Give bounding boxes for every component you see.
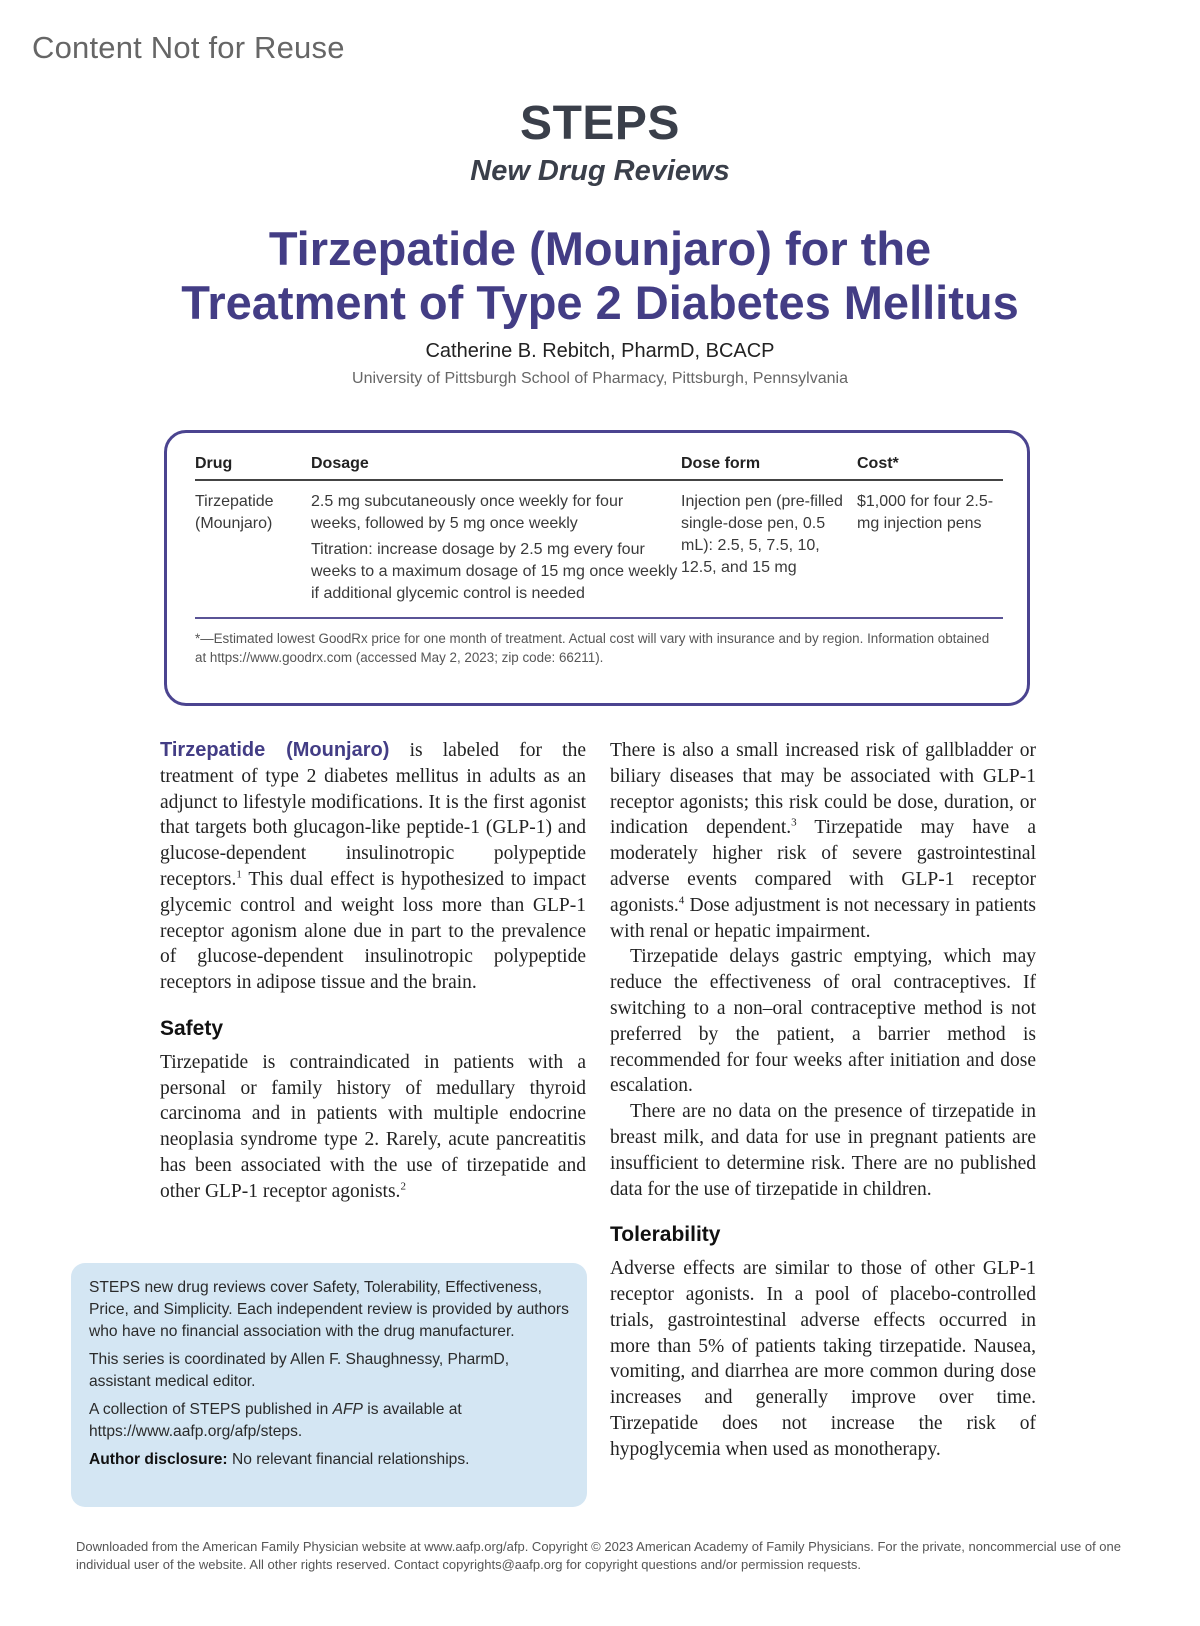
intro-text-b: This dual effect is hypothesized to impact glycemic control and weight loss more than GLP-1 receptor agonism alone due in part to the prevalence of glucose-dependent insulinotropic polypeptide receptors in adipose tissue and the brain.: [160, 868, 586, 994]
author-affiliation: University of Pittsburgh School of Pharmacy, Pittsburgh, Pennsylvania: [352, 370, 848, 387]
article-title-line-1: Tirzepatide (Mounjaro) for the: [268, 222, 932, 275]
pregnancy-paragraph: There are no data on the presence of tirzepatide in breast milk, and data for use in pregnant patients are insufficient to determine risk. There are no published data for the use of tirzepatide in children.: [610, 1101, 1036, 1200]
drug-summary-box: [164, 430, 1030, 706]
watermark: Content Not for Reuse: [32, 30, 345, 65]
right-p1-text-a: There is also a small increased risk of gallbladder or biliary diseases that may be associated with GLP-1 receptor agonists; this risk could be dose, duration, or indication dependent.: [610, 740, 1036, 839]
gallbladder-paragraph: [610, 738, 1036, 944]
drug-table: [195, 455, 1003, 667]
info-p3-text-a: A collection of STEPS published in: [89, 1401, 333, 1418]
ref-4: 4: [678, 894, 685, 907]
ref-1: 1: [236, 868, 242, 881]
contraceptive-paragraph: Tirzepatide delays gastric emptying, which may reduce the effectiveness of oral contraceptives. If switching to a non–oral contraceptive method is not preferred by the patient, a barrier method is recommended for four weeks after initiation and dose escalation.: [610, 946, 1036, 1097]
table-row: [195, 481, 1003, 619]
intro-lead: Tirzepatide (Mounjaro): [160, 739, 390, 761]
cell-cost: $1,000 for four 2.5-mg injection pens: [857, 493, 994, 532]
info-p3-text-b: is available at https://www.aafp.org/afp/steps.: [89, 1401, 462, 1440]
info-paragraph-4: [89, 1449, 569, 1471]
author-byline: Catherine B. Rebitch, PharmD, BCACP: [425, 340, 775, 362]
series-title: STEPS: [520, 97, 680, 150]
copyright-footer: Downloaded from the American Family Physician website at www.aafp.org/afp. Copyright © 2023 American Academy of Family Physicians. For the private, noncommercial use of one individual user of the website. All other rights reserved. Contact copyrights@aafp.org for copyright questions and/or permission requests.: [76, 1539, 1122, 1572]
table-header-row: [195, 455, 1003, 481]
info-paragraph-1: STEPS new drug reviews cover Safety, Tolerability, Effectiveness, Price, and Simplicity. Each independent review is provided by authors who have no financial association with the drug manufacturer.: [89, 1279, 569, 1340]
intro-text-a: is labeled for the treatment of type 2 diabetes mellitus in adults as an adjunct to lifestyle modifications. It is the first agonist that targets both glucagon-like peptide-1 (GLP-1) and glucose-dependent insulinotropic polypeptide receptors.: [160, 740, 586, 890]
series-subtitle: New Drug Reviews: [470, 155, 730, 187]
right-p1-text-c: Dose adjustment is not necessary in patients with renal or hepatic impairment.: [610, 894, 1036, 942]
safety-heading: Safety: [160, 1016, 224, 1040]
ref-3: 3: [791, 816, 797, 829]
ref-2: 2: [400, 1180, 406, 1193]
header-dosage: Dosage: [311, 455, 369, 472]
tolerability-paragraph: Adverse effects are similar to those of other GLP-1 receptor agonists. In a pool of placebo-controlled trials, gastrointestinal adverse effects occurred in more than 5% of patients taking tirzepatide. Nausea, vomiting, and diarrhea are more common during dose increases and generally improve over time. Tirzepatide does not increase the risk of hypoglycemia when used as monotherapy.: [610, 1258, 1036, 1460]
disclosure-label: Author disclosure:: [89, 1451, 228, 1468]
right-column: [610, 738, 1036, 1463]
dosage-titration: Titration: increase dosage by 2.5 mg every four weeks to a maximum dosage of 15 mg once weekly if additional glycemic control is needed: [311, 541, 678, 602]
info-p3-journal: AFP: [332, 1401, 363, 1418]
info-paragraph-3: [89, 1399, 569, 1443]
steps-info-box: [71, 1263, 587, 1507]
header-cost: Cost*: [857, 455, 899, 472]
article-title: [0, 222, 1200, 330]
dosage-initial: 2.5 mg subcutaneously once weekly for four weeks, followed by 5 mg once weekly: [311, 493, 624, 532]
tolerability-heading: Tolerability: [610, 1223, 721, 1247]
header-drug: Drug: [195, 455, 233, 472]
masthead: [0, 96, 1200, 188]
right-p1-text-b: Tirzepatide may have a moderately higher risk of severe gastrointestinal adverse events compared with GLP-1 receptor agonists.: [610, 817, 1036, 916]
table-footnote: *—Estimated lowest GoodRx price for one month of treatment. Actual cost will vary with insurance and by region. Information obtained at https://www.goodrx.com (accessed May 2, 2023; zip code: 66211).: [195, 631, 990, 665]
info-paragraph-2: This series is coordinated by Allen F. Shaughnessy, PharmD, assistant medical editor.: [89, 1351, 510, 1390]
intro-paragraph: [160, 738, 586, 996]
safety-paragraph: [160, 1050, 586, 1205]
header-dose-form: Dose form: [681, 455, 761, 472]
cell-dose-form: Injection pen (pre-filled single-dose pen, 0.5 mL): 2.5, 5, 7.5, 10, 12.5, and 15 mg: [681, 493, 843, 576]
disclosure-text: No relevant financial relationships.: [227, 1451, 470, 1468]
article-title-line-2: Treatment of Type 2 Diabetes Mellitus: [181, 276, 1019, 329]
cell-dosage: [311, 491, 681, 609]
safety-text: Tirzepatide is contraindicated in patients with a personal or family history of medullary thyroid carcinoma and in patients with multiple endocrine neoplasia syndrome type 2. Rarely, acute pancreatitis has been associated with the use of tirzepatide and other GLP-1 receptor agonists.: [160, 1051, 586, 1202]
cell-drug: Tirzepatide (Mounjaro): [195, 493, 274, 532]
left-column: [160, 738, 586, 1205]
